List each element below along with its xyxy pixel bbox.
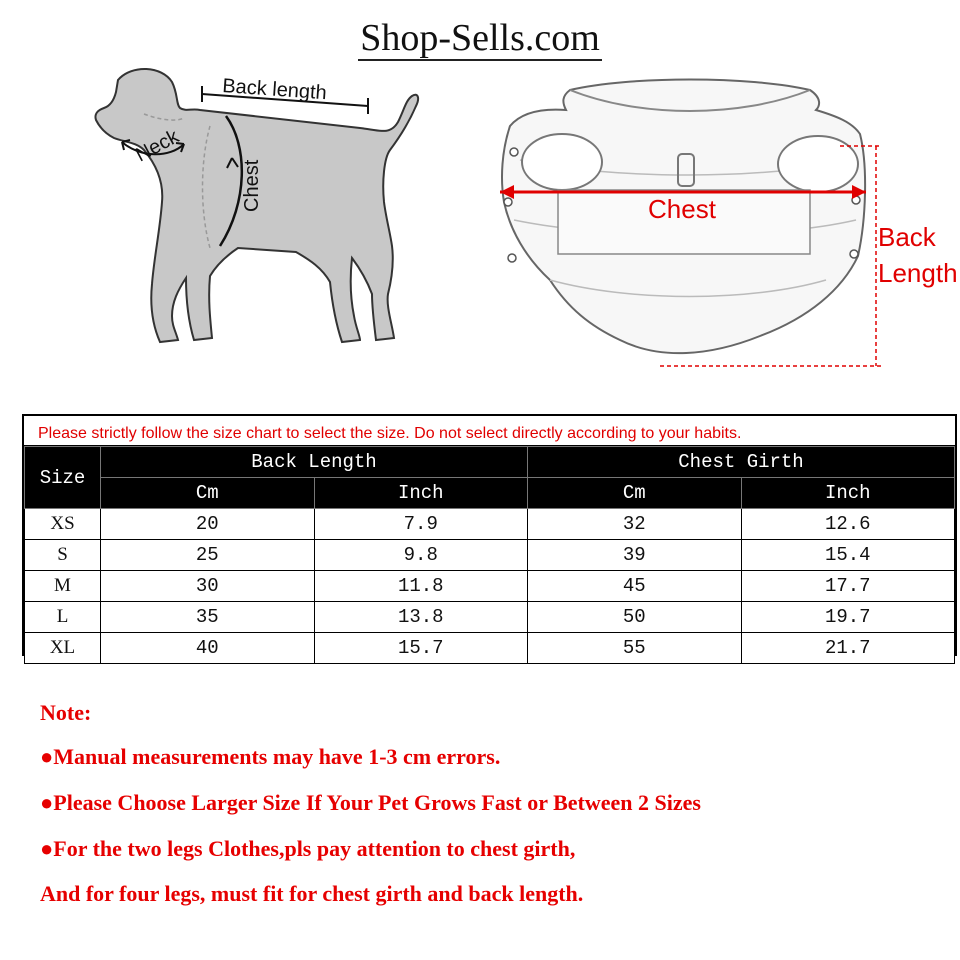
coat-snap <box>508 254 516 262</box>
coat-snap <box>510 148 518 156</box>
note-line: ●Please Choose Larger Size If Your Pet Grows Fast or Between 2 Sizes <box>40 790 701 815</box>
coat-back-length-label-line1: Back <box>878 222 936 252</box>
site-title-text: Shop-Sells.com <box>360 17 600 59</box>
cell-chest-inch: 17.7 <box>741 571 955 602</box>
dog-measurement-diagram <box>60 62 430 362</box>
table-row <box>25 540 955 571</box>
cell-back-inch: 7.9 <box>314 509 528 540</box>
header-back-inch: Inch <box>314 478 528 509</box>
coat-leg-hole-left <box>522 134 602 190</box>
cell-chest-cm: 32 <box>528 509 742 540</box>
coat-measurement-diagram <box>490 70 960 380</box>
header-chest-inch: Inch <box>741 478 955 509</box>
table-row <box>25 602 955 633</box>
table-row <box>25 633 955 664</box>
chest-label: Chest <box>241 159 263 212</box>
size-chart <box>22 414 957 659</box>
cell-back-cm: 20 <box>101 509 315 540</box>
cell-back-cm: 30 <box>101 571 315 602</box>
coat-snap <box>504 198 512 206</box>
cell-chest-cm: 45 <box>528 571 742 602</box>
back-length-label: Back length <box>221 75 328 105</box>
size-table <box>24 446 955 664</box>
note-line: And for four legs, must fit for chest girth and back length. <box>40 881 584 906</box>
cell-back-inch: 15.7 <box>314 633 528 664</box>
cell-chest-cm: 50 <box>528 602 742 633</box>
cell-size: L <box>25 602 101 633</box>
cell-back-cm: 40 <box>101 633 315 664</box>
header-chest-cm: Cm <box>528 478 742 509</box>
cell-size: M <box>25 571 101 602</box>
neck-label: Neck <box>132 125 183 167</box>
cell-size: XS <box>25 509 101 540</box>
coat-chest-label: Chest <box>648 194 716 224</box>
header-size: Size <box>25 447 101 509</box>
table-row <box>25 571 955 602</box>
cell-chest-inch: 19.7 <box>741 602 955 633</box>
cell-back-inch: 13.8 <box>314 602 528 633</box>
header-chest-girth: Chest Girth <box>528 447 955 478</box>
note-line: ●Manual measurements may have 1-3 cm errors. <box>40 744 501 769</box>
cell-chest-inch: 15.4 <box>741 540 955 571</box>
site-title <box>0 16 960 61</box>
size-chart-warning: Please strictly follow the size chart to select the size. Do not select directly according to your habits. <box>24 416 955 446</box>
coat-back-length-label-line2: Length <box>878 258 958 288</box>
note-line: ●For the two legs Clothes,pls pay attention to chest girth, <box>40 836 576 861</box>
cell-size: XL <box>25 633 101 664</box>
cell-chest-inch: 12.6 <box>741 509 955 540</box>
cell-back-cm: 25 <box>101 540 315 571</box>
cell-back-inch: 9.8 <box>314 540 528 571</box>
cell-chest-inch: 21.7 <box>741 633 955 664</box>
cell-back-inch: 11.8 <box>314 571 528 602</box>
cell-chest-cm: 55 <box>528 633 742 664</box>
cell-size: S <box>25 540 101 571</box>
notes-title: Note: <box>40 700 92 725</box>
coat-snap <box>850 250 858 258</box>
cell-chest-cm: 39 <box>528 540 742 571</box>
table-row <box>25 509 955 540</box>
coat-leg-hole-right <box>778 136 858 192</box>
header-back-cm: Cm <box>101 478 315 509</box>
header-back-length: Back Length <box>101 447 528 478</box>
cell-back-cm: 35 <box>101 602 315 633</box>
